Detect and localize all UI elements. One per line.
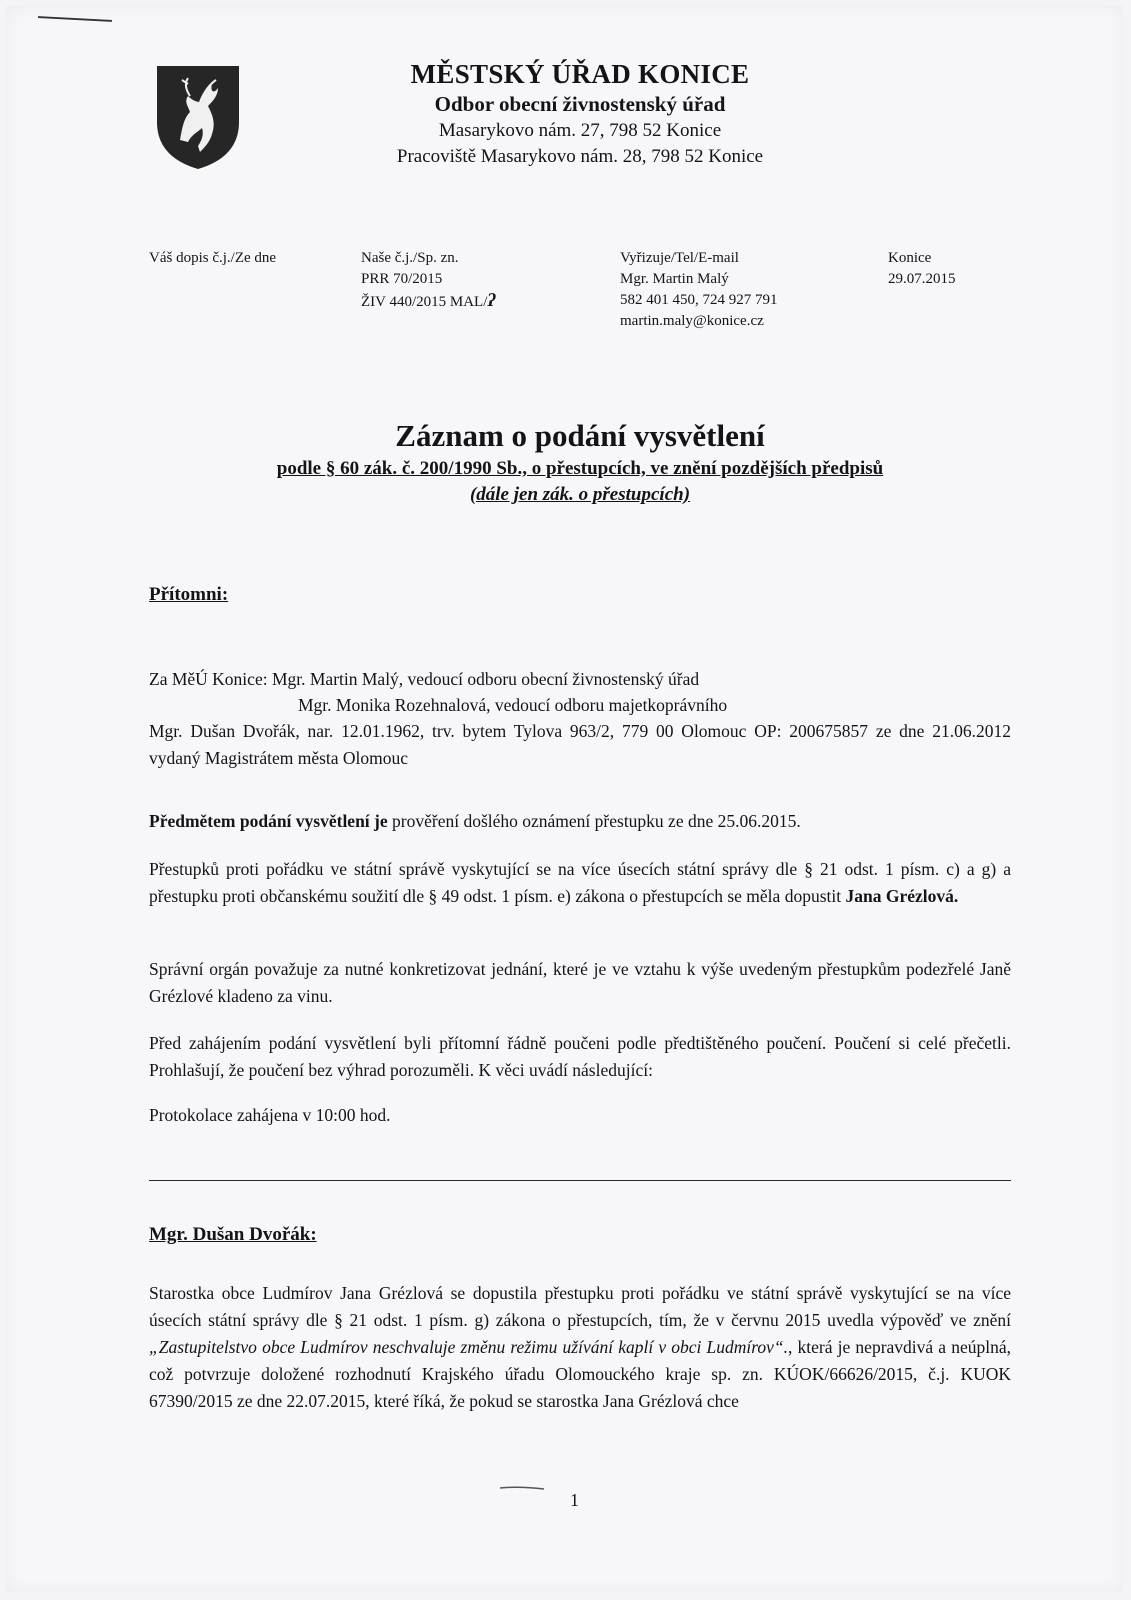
statement-paragraph: Starostka obce Ludmírov Jana Grézlová se dopustila přestupku proti pořádku ve státní správě vyskytující se na více úsecích státní správy dle § 21 odst. 1 písm. g) zákona o přestupcích, tím, že v červnu 2015 uvedla výpověď ve znění „Zastupitelstvo obce Ludmírov neschvaluje změnu režimu užívání kaplí v obci Ludmírov“., která je nepravdivá a neúplná, což potvrzuje doložené rozhodnutí Krajského úřadu Olomouckého kraje sp. zn. KÚOK/66626/2015, č.j. KUOK 67390/2015 ze dne 22.07.2015, které říká, že pokud se starostka Jana Grézlová chce [149,1283,1011,1411]
document-title: Záznam o podání vysvětlení [395,418,765,453]
statement-heading: Mgr. Dušan Dvořák: [149,1224,317,1245]
your-reference [149,248,276,269]
suspect-name: Jana Grézlová. [845,886,959,906]
specify-paragraph: Správní orgán považuje za nutné konkretizovat jednání, které je ve vztahu k výše uvedeným přestupkům podezřelé Janě Grézlové kladeno za vinu. [149,959,1011,1006]
place: Konice [888,250,932,266]
handwritten-initial-icon: ʔ [487,290,495,310]
our-ref-line-1: PRR 70/2015 [361,271,443,287]
our-reference [361,248,495,313]
place-date [888,248,956,290]
present-line-1: Za MěÚ Konice: Mgr. Martin Malý, vedoucí odboru obecní živnostenský úřad [149,669,700,689]
our-ref-line-2: ŽIV 440/2015 MAL/ʔ [361,290,495,310]
coat-of-arms-icon [154,62,242,172]
present-line-2: Mgr. Monika Rozehnalová, vedoucí odboru majetkoprávního [298,695,728,715]
your-ref-label: Váš dopis č.j./Ze dne [149,250,277,266]
offense-paragraph: Přestupků proti pořádku ve státní správě vyskytující se na více úsecích státní správy dle § 21 odst. 1 písm. c) a g) a přestupku proti občanskému soužití dle § 49 odst. 1 písm. e) zákona o přestupcích se měla dopustit Jana Grézlová. [149,859,1011,906]
contact-block [620,248,778,332]
our-ref-label: Naše č.j./Sp. zn. [361,250,459,266]
subject-paragraph: Předmětem podání vysvětlení je prověření došlého oznámení přestupku ze dne 25.06.2015. [149,811,801,831]
office-name: MĚSTSKÝ ÚŘAD KONICE [410,59,750,89]
statement-quote: „Zastupitelstvo obce Ludmírov neschvaluje změnu režimu užívání kaplí v obci Ludmírov“. [149,1337,789,1357]
present-heading: Přítomni: [149,584,229,605]
page-number: 1 [570,1490,579,1510]
document-subtitle: podle § 60 zák. č. 200/1990 Sb., o přestupcích, ve znění pozdějších předpisů [276,458,884,479]
workplace-address: Pracoviště Masarykovo nám. 28, 798 52 Konice [396,146,764,167]
contact-label: Vyřizuje/Tel/E-mail [620,250,739,266]
instruction-paragraph: Před zahájením podání vysvětlení byli přítomní řádně poučeni podle předtištěného poučení. Poučení si celé přečetli. Prohlašují, že poučení bez výhrad porozuměli. K věci uvádí následující: [149,1033,1011,1080]
document-subtitle-2: (dále jen zák. o přestupcích) [469,484,691,505]
contact-email: martin.maly@konice.cz [620,313,764,329]
date: 29.07.2015 [888,271,956,287]
contact-phone: 582 401 450, 724 927 791 [620,292,778,308]
ink-mark-icon [500,1486,544,1490]
divider [149,1180,1011,1181]
present-line-3: Mgr. Dušan Dvořák, nar. 12.01.1962, trv. bytem Tylova 963/2, 779 00 Olomouc OP: 200675857 ze dne 21.06.2012 vydaný Magistrátem města Olomouc [149,721,1011,768]
department-name: Odbor obecní živnostenský úřad [434,92,726,116]
contact-name: Mgr. Martin Malý [620,271,729,287]
office-address: Masarykovo nám. 27, 798 52 Konice [438,120,722,141]
protocol-start: Protokolace zahájena v 10:00 hod. [149,1105,391,1125]
letterhead [320,58,840,170]
